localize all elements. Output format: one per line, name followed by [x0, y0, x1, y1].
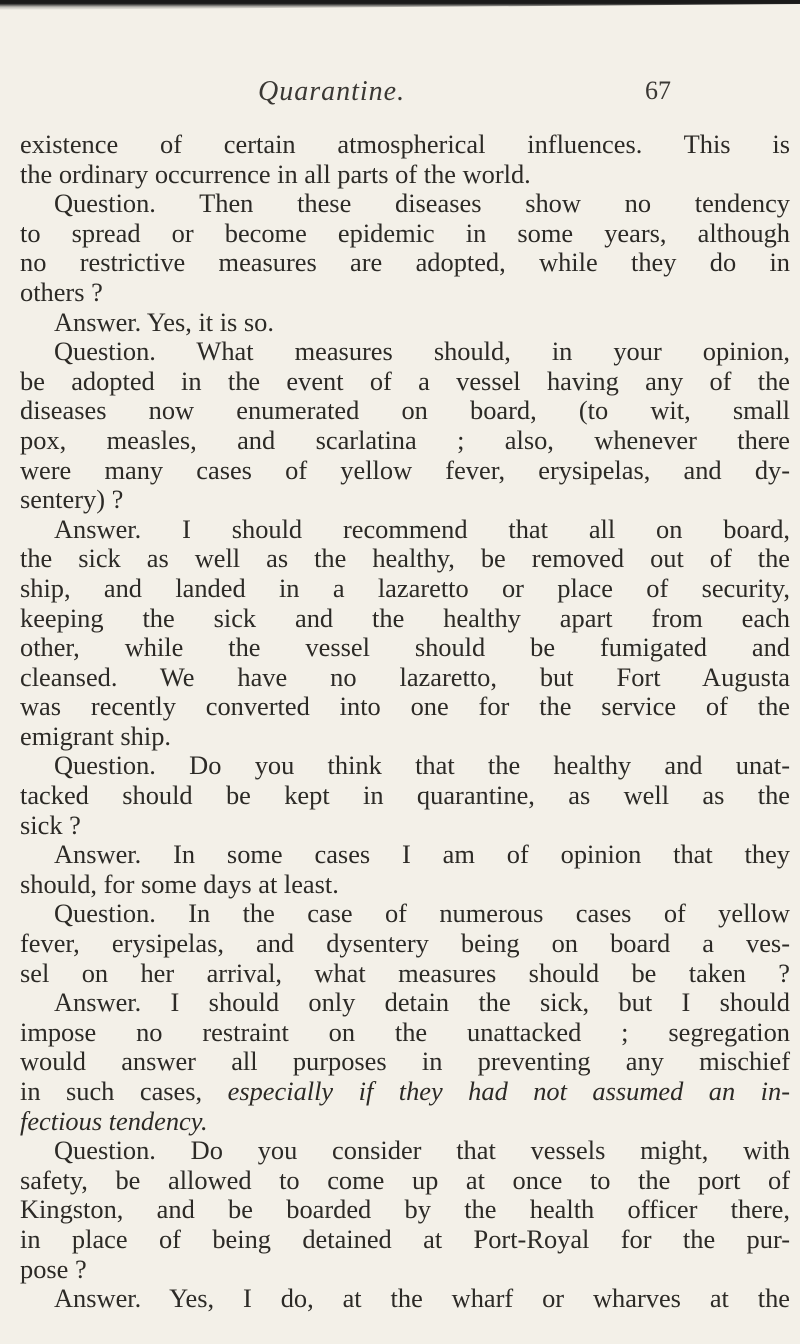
italic-emphasis: fectious tendency.: [20, 1105, 208, 1136]
text-line: cleansed. We have no lazaretto, but Fort Augusta: [20, 661, 790, 692]
text-line: Answer. Yes, it is so.: [54, 306, 274, 337]
text-line: would answer all purposes in preventing any mischief: [20, 1046, 790, 1077]
text-line: no restrictive measures are adopted, while they do in: [20, 247, 790, 278]
text-segment: in such cases,: [20, 1076, 203, 1106]
text-line: Question. What measures should, in your opinion,: [54, 336, 790, 367]
text-line: sel on her arrival, what measures should be taken ?: [20, 957, 790, 988]
text-line: impose no restraint on the unattacked ; segregation: [20, 1016, 790, 1047]
text-line: to spread or become epidemic in some years, although: [20, 217, 790, 248]
text-line: keeping the sick and the healthy apart from each: [20, 602, 790, 633]
page-number: 67: [645, 76, 671, 105]
text-line: Answer. Yes, I do, at the wharf or wharves at the: [54, 1283, 790, 1314]
text-line: was recently converted into one for the service of the: [20, 691, 790, 722]
text-line: in place of being detained at Port-Royal for the pur-: [20, 1223, 790, 1254]
text-line: tacked should be kept in quarantine, as well as the: [20, 780, 790, 811]
text-line: sentery) ?: [20, 484, 124, 515]
text-line: be adopted in the event of a vessel having any of the: [20, 365, 790, 396]
text-line: safety, be allowed to come up at once to the port of: [20, 1164, 790, 1195]
text-line: should, for some days at least.: [20, 868, 339, 899]
text-line-mixed: [20, 1077, 790, 1107]
text-line: Answer. I should only detain the sick, but I should: [54, 987, 790, 1018]
text-line: pox, measles, and scarlatina ; also, whenever there: [20, 424, 790, 455]
text-line: Kingston, and be boarded by the health officer there,: [20, 1194, 790, 1225]
text-line: Answer. In some cases I am of opinion that they: [54, 839, 790, 870]
text-line: the ordinary occurrence in all parts of the world.: [20, 158, 531, 189]
text-line: emigrant ship.: [20, 720, 171, 751]
text-line: diseases now enumerated on board, (to wit, small: [20, 395, 790, 426]
text-line: Answer. I should recommend that all on board,: [54, 513, 790, 544]
page-body-text: [20, 130, 790, 1314]
text-line: sick ?: [20, 809, 81, 840]
italic-emphasis: especially if they had not assumed an in-: [227, 1076, 790, 1106]
text-line: fever, erysipelas, and dysentery being on board a ves-: [20, 928, 790, 959]
running-head: Quarantine.: [258, 76, 406, 107]
text-line: Question. Do you consider that vessels might, with: [54, 1135, 790, 1166]
text-line: pose ?: [20, 1253, 87, 1284]
text-line: were many cases of yellow fever, erysipelas, and dy-: [20, 454, 790, 485]
text-line: other, while the vessel should be fumigated and: [20, 632, 790, 663]
page-top-shadow: [0, 0, 800, 10]
text-line: existence of certain atmospherical influences. This is: [20, 129, 790, 159]
text-line: [20, 1107, 790, 1137]
text-line: Question. Then these diseases show no tendency: [54, 188, 790, 219]
text-line: Question. In the case of numerous cases of yellow: [54, 898, 790, 929]
text-line: Question. Do you think that the healthy and unat-: [54, 750, 790, 781]
text-line: others ?: [20, 276, 103, 307]
text-line: ship, and landed in a lazaretto or place of security,: [20, 572, 790, 603]
text-line: the sick as well as the healthy, be removed out of the: [20, 543, 790, 574]
